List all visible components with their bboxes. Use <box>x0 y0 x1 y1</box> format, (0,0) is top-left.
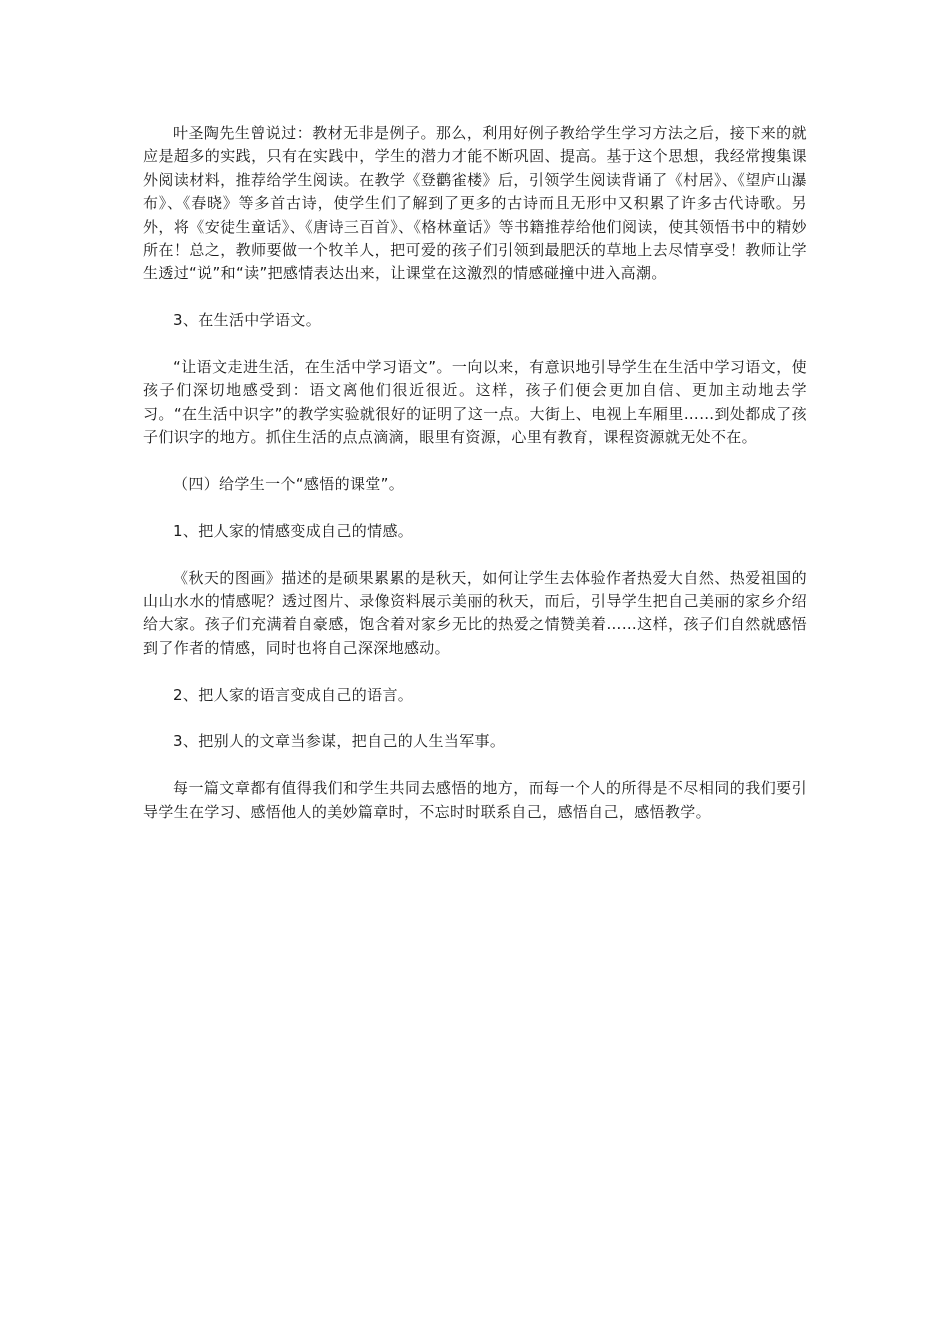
paragraph-conclusion: 每一篇文章都有值得我们和学生共同去感悟的地方，而每一个人的所得是不尽相同的我们要引导学生在学习、感悟他人的美妙篇章时，不忘时时联系自己，感悟自己，感悟教学。 <box>143 779 807 821</box>
heading-section-four: （四）给学生一个“感悟的课堂”。 <box>173 475 405 494</box>
document-body <box>143 122 807 824</box>
heading-learn-in-life: 3、在生活中学语文。 <box>173 311 322 330</box>
paragraph-textbook-examples: 叶圣陶先生曾说过：教材无非是例子。那么，利用好例子教给学生学习方法之后，接下来的就应是超多的实践，只有在实践中，学生的潜力才能不断巩固、提高。基于这个思想，我经常搜集课外阅读材料，推荐给学生阅读。在教学《登鹳雀楼》后，引领学生阅读背诵了《村居》、《望庐山瀑布》、《春晓》等多首古诗，使学生们了解到了更多的古诗而且无形中又积累了许多古代诗歌。另外，将《安徒生童话》、《唐诗三百首》、《格林童话》等书籍推荐给他们阅读，使其领悟书中的精妙所在！总之，教师要做一个牧羊人，把可爱的孩子们引领到最肥沃的草地上去尽情享受！教师让学生透过“说”和“读”把感情表达出来，让课堂在这激烈的情感碰撞中进入高潮。 <box>143 124 807 283</box>
heading-emotion: 1、把人家的情感变成自己的情感。 <box>173 521 414 540</box>
heading-others-articles: 3、把别人的文章当参谋，把自己的人生当军事。 <box>173 732 506 751</box>
paragraph-autumn-picture: 《秋天的图画》描述的是硕果累累的是秋天，如何让学生去体验作者热爱大自然、热爱祖国的山山水水的情感呢？透过图片、录像资料展示美丽的秋天，而后，引导学生把自己美丽的家乡介绍给大家。孩子们充满着自豪感，饱含着对家乡无比的热爱之情赞美着……这样，孩子们自然就感悟到了作者的情感，同时也将自己深深地感动。 <box>143 568 807 657</box>
heading-language: 2、把人家的语言变成自己的语言。 <box>173 685 414 704</box>
paragraph-language-into-life: “让语文走进生活，在生活中学习语文”。一向以来，有意识地引导学生在生活中学习语文，使孩子们深切地感受到：语文离他们很近很近。这样，孩子们便会更加自信、更加主动地去学习。“在生活中识字”的教学实验就很好的证明了这一点。大街上、电视上车厢里……到处都成了孩子们识字的地方。抓住生活的点点滴滴，眼里有资源，心里有教育，课程资源就无处不在。 <box>143 358 807 447</box>
